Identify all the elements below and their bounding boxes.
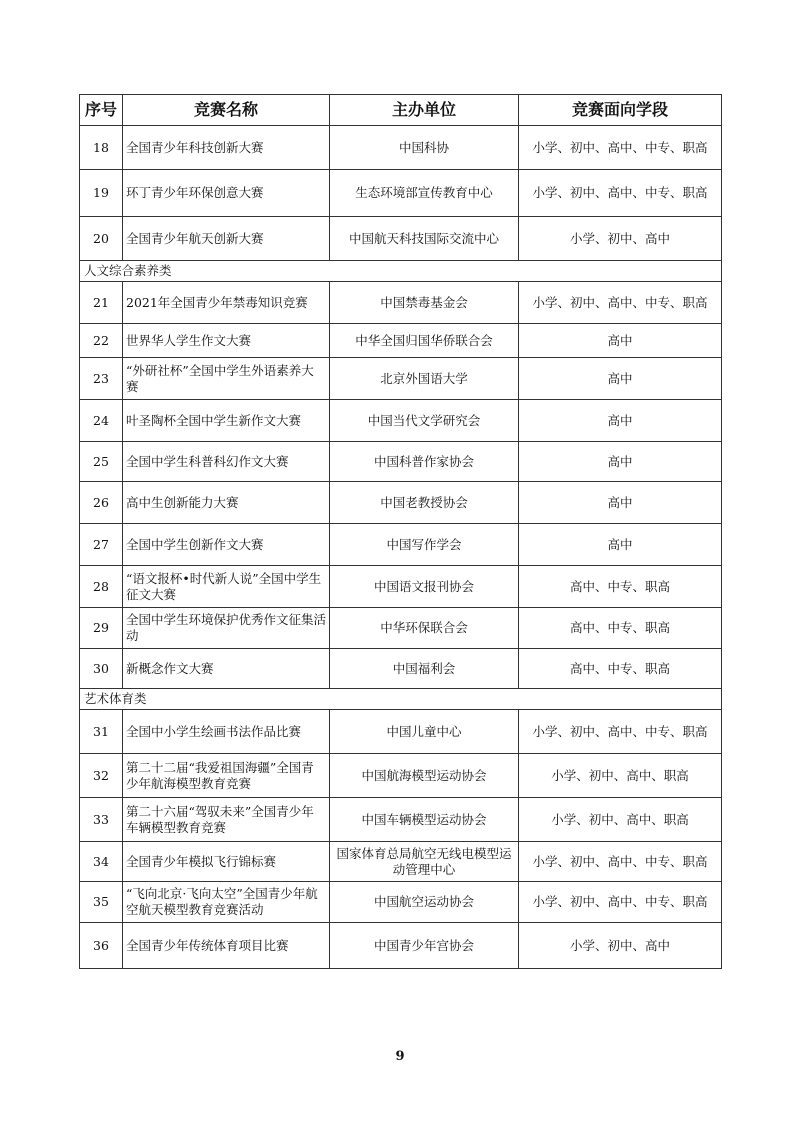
cell-serial: 23 xyxy=(80,358,123,400)
table-row xyxy=(80,923,722,969)
table-row xyxy=(80,710,722,754)
cell-name: 全国中小学生绘画书法作品比赛 xyxy=(123,710,330,754)
cell-organizer: 中国老教授协会 xyxy=(330,482,519,524)
table-row xyxy=(80,482,722,524)
cell-name: “飞向北京·飞向太空”全国青少年航空航天模型教育竞赛活动 xyxy=(123,882,330,923)
table-header-row xyxy=(80,95,722,126)
cell-level: 小学、初中、高中、中专、职高 xyxy=(519,282,722,324)
cell-organizer: 中国航天科技国际交流中心 xyxy=(330,217,519,261)
cell-serial: 32 xyxy=(80,754,123,798)
cell-name: 环丁青少年环保创意大赛 xyxy=(123,170,330,217)
table-row xyxy=(80,324,722,358)
cell-name: “外研社杯”全国中学生外语素养大赛 xyxy=(123,358,330,400)
table-row xyxy=(80,754,722,798)
cell-name: 全国青少年模拟飞行锦标赛 xyxy=(123,842,330,882)
cell-level: 高中、中专、职高 xyxy=(519,649,722,689)
cell-level: 小学、初中、高中、中专、职高 xyxy=(519,170,722,217)
table-row xyxy=(80,842,722,882)
cell-name: “语文报杯•时代新人说”全国中学生征文大赛 xyxy=(123,566,330,608)
cell-organizer: 中国航空运动协会 xyxy=(330,882,519,923)
cell-serial: 24 xyxy=(80,400,123,442)
header-name: 竞赛名称 xyxy=(123,95,330,126)
table-row xyxy=(80,524,722,566)
cell-name: 全国青少年航天创新大赛 xyxy=(123,217,330,261)
cell-name: 全国青少年科技创新大赛 xyxy=(123,126,330,170)
cell-name: 全国中学生创新作文大赛 xyxy=(123,524,330,566)
cell-level: 小学、初中、高中、职高 xyxy=(519,754,722,798)
cell-serial: 25 xyxy=(80,442,123,482)
table-row xyxy=(80,217,722,261)
cell-level: 高中 xyxy=(519,400,722,442)
cell-name: 新概念作文大赛 xyxy=(123,649,330,689)
table-row xyxy=(80,649,722,689)
header-organizer: 主办单位 xyxy=(330,95,519,126)
cell-level: 高中 xyxy=(519,524,722,566)
cell-name: 全国中学生环境保护优秀作文征集活动 xyxy=(123,608,330,649)
cell-serial: 34 xyxy=(80,842,123,882)
cell-name: 世界华人学生作文大赛 xyxy=(123,324,330,358)
cell-organizer: 中国车辆模型运动协会 xyxy=(330,798,519,842)
cell-organizer: 中国科普作家协会 xyxy=(330,442,519,482)
cell-organizer: 中国科协 xyxy=(330,126,519,170)
cell-organizer: 中华全国归国华侨联合会 xyxy=(330,324,519,358)
cell-serial: 30 xyxy=(80,649,123,689)
cell-organizer: 中国福利会 xyxy=(330,649,519,689)
cell-serial: 33 xyxy=(80,798,123,842)
table-row xyxy=(80,882,722,923)
cell-level: 小学、初中、高中、中专、职高 xyxy=(519,126,722,170)
cell-organizer: 中华环保联合会 xyxy=(330,608,519,649)
cell-name: 第二十六届“驾驭未来”全国青少年车辆模型教育竞赛 xyxy=(123,798,330,842)
category-row xyxy=(80,261,722,282)
cell-level: 小学、初中、高中 xyxy=(519,923,722,969)
cell-level: 高中 xyxy=(519,482,722,524)
cell-organizer: 生态环境部宣传教育中心 xyxy=(330,170,519,217)
category-label: 人文综合素养类 xyxy=(80,261,722,282)
cell-serial: 18 xyxy=(80,126,123,170)
cell-organizer: 中国儿童中心 xyxy=(330,710,519,754)
cell-organizer: 国家体育总局航空无线电模型运动管理中心 xyxy=(330,842,519,882)
cell-name: 2021年全国青少年禁毒知识竞赛 xyxy=(123,282,330,324)
cell-level: 高中 xyxy=(519,324,722,358)
cell-level: 高中、中专、职高 xyxy=(519,566,722,608)
cell-organizer: 中国语文报刊协会 xyxy=(330,566,519,608)
cell-level: 小学、初中、高中、职高 xyxy=(519,798,722,842)
cell-serial: 22 xyxy=(80,324,123,358)
cell-level: 高中、中专、职高 xyxy=(519,608,722,649)
table-row xyxy=(80,798,722,842)
cell-name: 全国中学生科普科幻作文大赛 xyxy=(123,442,330,482)
header-level: 竞赛面向学段 xyxy=(519,95,722,126)
cell-organizer: 中国写作学会 xyxy=(330,524,519,566)
table-row xyxy=(80,126,722,170)
table-row xyxy=(80,566,722,608)
competition-table xyxy=(79,94,722,969)
cell-name: 叶圣陶杯全国中学生新作文大赛 xyxy=(123,400,330,442)
cell-serial: 19 xyxy=(80,170,123,217)
cell-organizer: 中国航海模型运动协会 xyxy=(330,754,519,798)
cell-name: 高中生创新能力大赛 xyxy=(123,482,330,524)
cell-serial: 21 xyxy=(80,282,123,324)
cell-name: 全国青少年传统体育项目比赛 xyxy=(123,923,330,969)
cell-level: 高中 xyxy=(519,442,722,482)
cell-level: 小学、初中、高中 xyxy=(519,217,722,261)
cell-level: 高中 xyxy=(519,358,722,400)
cell-serial: 29 xyxy=(80,608,123,649)
cell-serial: 31 xyxy=(80,710,123,754)
cell-serial: 27 xyxy=(80,524,123,566)
cell-serial: 26 xyxy=(80,482,123,524)
table-row xyxy=(80,358,722,400)
table-row xyxy=(80,400,722,442)
header-serial: 序号 xyxy=(80,95,123,126)
table-row xyxy=(80,170,722,217)
table-row xyxy=(80,608,722,649)
cell-organizer: 中国当代文学研究会 xyxy=(330,400,519,442)
page-number: 9 xyxy=(395,1049,405,1064)
cell-organizer: 中国青少年宫协会 xyxy=(330,923,519,969)
cell-serial: 20 xyxy=(80,217,123,261)
cell-organizer: 中国禁毒基金会 xyxy=(330,282,519,324)
table-row xyxy=(80,282,722,324)
cell-organizer: 北京外国语大学 xyxy=(330,358,519,400)
cell-serial: 36 xyxy=(80,923,123,969)
table-row xyxy=(80,442,722,482)
cell-level: 小学、初中、高中、中专、职高 xyxy=(519,882,722,923)
cell-name: 第二十二届“我爱祖国海疆”全国青少年航海模型教育竞赛 xyxy=(123,754,330,798)
cell-serial: 35 xyxy=(80,882,123,923)
table-body xyxy=(80,126,722,969)
category-label: 艺术体育类 xyxy=(80,689,722,710)
category-row xyxy=(80,689,722,710)
cell-level: 小学、初中、高中、中专、职高 xyxy=(519,710,722,754)
cell-level: 小学、初中、高中、中专、职高 xyxy=(519,842,722,882)
cell-serial: 28 xyxy=(80,566,123,608)
